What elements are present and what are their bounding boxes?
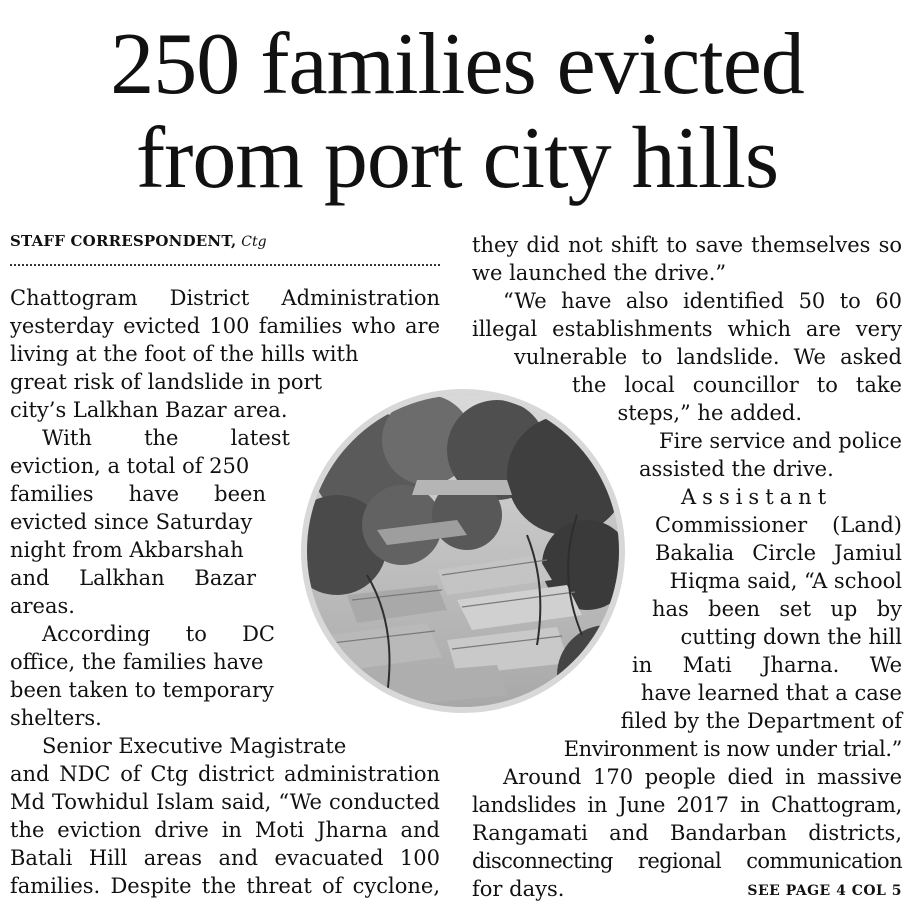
body-line: been taken to temporary — [10, 678, 274, 702]
body-line: living at the foot of the hills with — [10, 342, 359, 366]
byline-location: Ctg — [241, 234, 267, 250]
body-line: shelters. — [10, 706, 102, 730]
body-line: have learned that a case — [640, 681, 902, 705]
byline-author: STAFF CORRESPONDENT, — [10, 232, 237, 250]
body-line: in Mati Jharna. We — [632, 653, 902, 677]
body-line: and Lalkhan Bazar — [10, 566, 256, 590]
body-line: According to DC — [42, 622, 275, 646]
body-line: landslides in June 2017 in Chattogram, — [472, 793, 902, 817]
body-line: illegal establishments which are very — [472, 317, 902, 341]
body-line: eviction, a total of 250 — [10, 454, 250, 478]
body-line: families. Despite the threat of cyclone, — [10, 874, 440, 898]
headline-line-1: 250 families evicted — [110, 16, 804, 113]
body-line: areas. — [10, 594, 75, 618]
body-line: Chattogram District Administration — [10, 286, 440, 310]
body-line: we launched the drive.” — [472, 261, 727, 285]
body-line: great risk of landslide in port — [10, 370, 323, 394]
body-line: steps,” he added. — [617, 401, 802, 425]
body-line: Bakalia Circle Jamiul — [655, 541, 902, 565]
body-line: Assistant — [681, 485, 833, 509]
byline-divider — [10, 264, 440, 266]
body-line: the eviction drive in Moti Jharna and — [10, 818, 440, 842]
body-line: disconnecting regional communication — [472, 849, 902, 873]
body-line: assisted the drive. — [639, 457, 834, 481]
news-photo — [301, 389, 625, 713]
body-line: Batali Hill areas and evacuated 100 — [10, 846, 440, 870]
body-line: night from Akbarshah — [10, 538, 244, 562]
body-line: Hiqma said, “A school — [669, 569, 902, 593]
body-line: for days. — [472, 877, 565, 901]
body-line: city’s Lalkhan Bazar area. — [10, 398, 288, 422]
body-line: “We have also identified 50 to 60 — [503, 289, 902, 313]
body-line: vulnerable to landslide. We asked — [514, 345, 902, 369]
body-line: filed by the Department of — [620, 709, 902, 733]
body-line: yesterday evicted 100 families who are — [10, 314, 440, 338]
body-line: Senior Executive Magistrate — [42, 734, 347, 758]
body-line: Environment is now under trial.” — [563, 737, 902, 761]
body-line: Md Towhidul Islam said, “We conducted — [10, 790, 440, 814]
continued-reference: SEE PAGE 4 COL 5 — [747, 883, 902, 899]
body-line: families have been — [10, 482, 266, 506]
byline — [10, 232, 267, 250]
headline — [0, 18, 914, 206]
body-line: Around 170 people died in massive — [503, 765, 902, 789]
body-line: cutting down the hill — [680, 625, 902, 649]
body-line: With the latest — [42, 426, 290, 450]
body-line: and NDC of Ctg district administration — [10, 762, 440, 786]
hillside-houses-illustration — [307, 395, 619, 707]
body-line: has been set up by — [652, 597, 902, 621]
body-line: Fire service and police — [659, 429, 902, 453]
body-line: Commissioner (Land) — [655, 513, 902, 537]
headline-line-2: from port city hills — [135, 110, 779, 207]
body-line: they did not shift to save themselves so — [472, 233, 902, 257]
body-line: evicted since Saturday — [10, 510, 253, 534]
body-line: Rangamati and Bandarban districts, — [472, 821, 902, 845]
body-line: office, the families have — [10, 650, 264, 674]
body-line: the local councillor to take — [572, 373, 902, 397]
